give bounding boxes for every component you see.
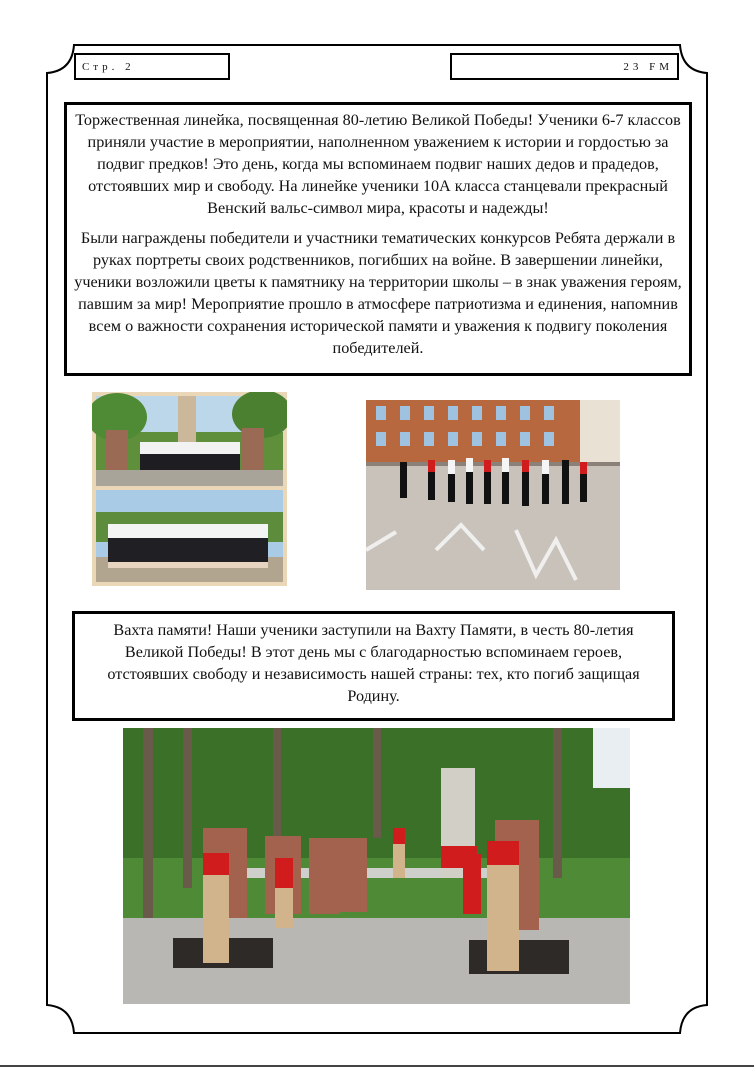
- memory-watch-memorial-photo: [123, 728, 630, 1004]
- page-number-label: [74, 53, 230, 80]
- article-ceremony: [64, 102, 692, 376]
- issue-label: [450, 53, 679, 80]
- article-ceremony-paragraph-1: Торжественная линейка, посвященная 80-летию Великой Победы! Ученики 6-7 классов приняли участие в мероприятии, наполненном уважением к истории и гордостью за подвиг предков! Это день, когда мы вспоминаем подвиг наших дедов и прадедов, отстоявших мир и свободу. На линейке ученики 10А класса станцевали прекрасный Венский вальс-символ мира, красоты и надежды!: [75, 111, 681, 217]
- article-ceremony-paragraph-2: Были награждены победители и участники тематических конкурсов Ребята держали в руках портреты своих родственников, погибших на войне. В завершении линейки, ученики возложили цветы к памятнику на территории школы – в знак уважения героям, павшим за мир! Мероприятие прошло в атмосфере патриотизма и единения, напомнив всем о важности сохранения исторической памяти и уважения к подвигу поколения победителей.: [74, 229, 682, 357]
- group-photo-monument: [92, 392, 287, 486]
- ceremony-photo-collage: [92, 392, 287, 586]
- issue-text: 23 FM: [623, 60, 673, 73]
- article-memory-watch-paragraph: Вахта памяти! Наши ученики заступили на Вахту Памяти, в честь 80-летия Великой Победы! В этот день мы с благодарностью вспоминаем героев, отстоявших свободу и независимость нашей страны: тех, кто погиб защищая Родину.: [107, 621, 640, 705]
- article-memory-watch: [72, 611, 675, 721]
- page-number-text: Стр. 2: [82, 60, 135, 73]
- schoolyard-lineup-photo: [366, 400, 620, 590]
- group-photo-class: [96, 490, 283, 582]
